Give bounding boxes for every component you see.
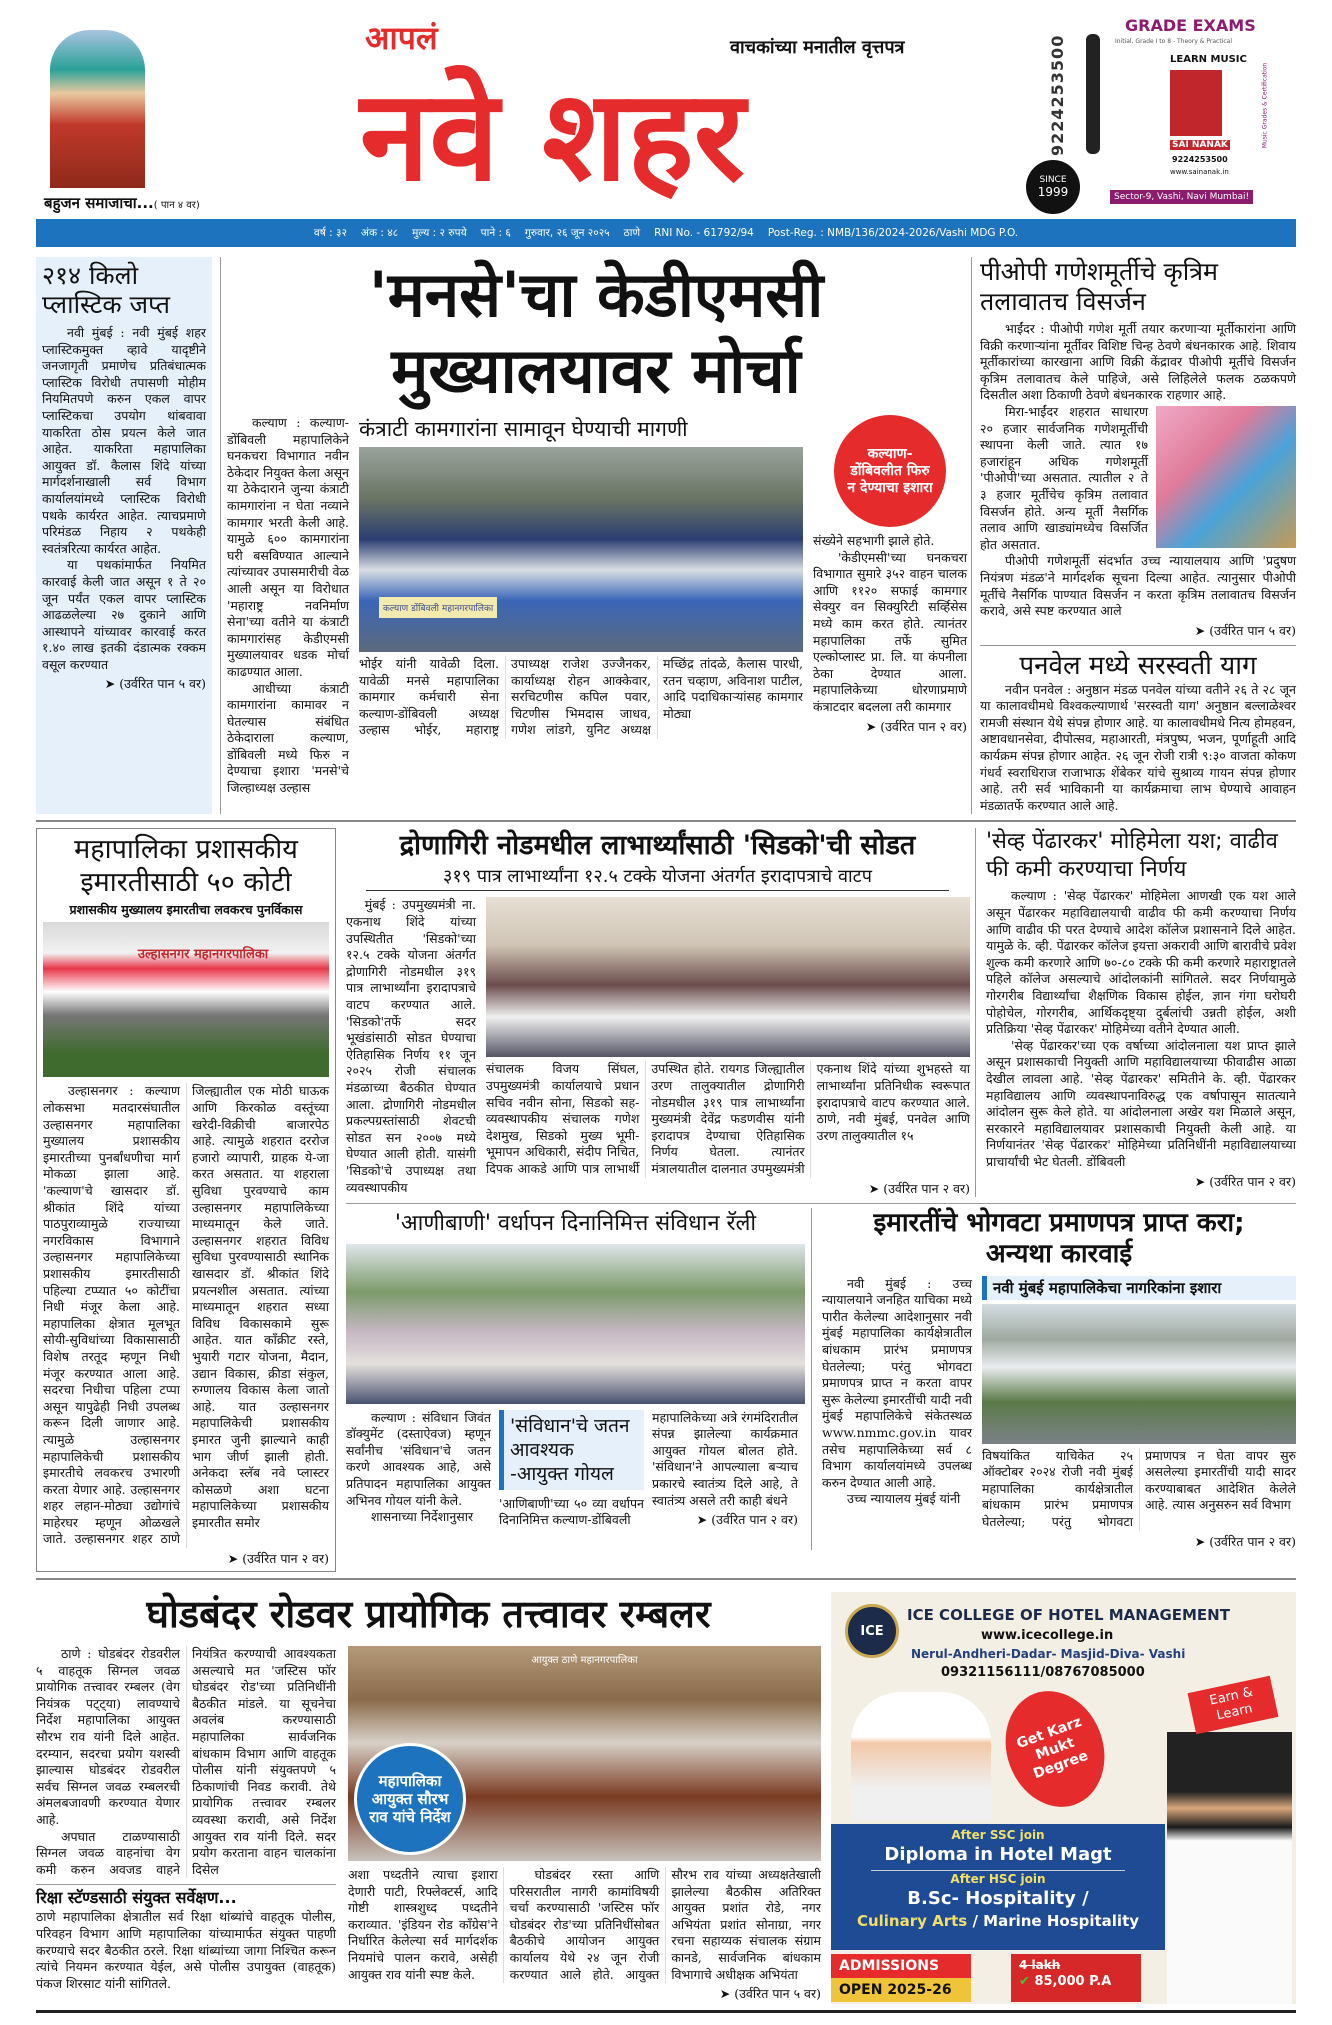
masthead-prefix: आपलं [365, 19, 438, 57]
article-body-right: महापालिकेच्या अत्रे रंगमंदिरातील संपन्न झालेल्या कार्यक्रमात आयुक्त गोयल बोलत होते. 'संविधान'ने आपल्याला बऱ्याच प्रकारचे स्वातंत्र्य दिले आहे, ते स्वातंत्र्य असले तरी काही बंधने ➤ (उर्वरित पान २ वर) [652, 1409, 798, 1528]
continued-link[interactable] [652, 1511, 798, 1528]
continued-link[interactable] [813, 718, 967, 735]
article-pendharkar[interactable] [986, 828, 1296, 1196]
headline: महापालिका प्रशासकीय इमारतीसाठी ५० कोटी [74, 834, 298, 899]
diploma-label: Diploma in Hotel Magt [884, 1844, 1112, 1866]
hsc-label: After HSC join [871, 1870, 1125, 1887]
chef-woman-image [851, 1692, 991, 1820]
ad-phone-vertical: 9224253500 [1048, 34, 1067, 156]
article-body-left: नवी मुंबई : उच्च न्यायालयाने जनहित याचिका मध्ये पारीत केलेल्या आदेशानुसार नवी मुंबई महापालिका कार्यक्षेत्रातील बांधकाम प्रारंभ प्रमाणपत्र घेतलेल्या; परंतु भोगवटा प्रमाणपत्र प्राप्त न करता वापर सुरू केलेल्या इमारतींची यादी नवी मुंबई महापालिकेचे संकेतस्थळ www.nmmc.gov.in यावर तसेच महापालिकेच्या सर्व ८ विभाग कार्यालयांमध्ये उपलब्ध करुन देण्यात आली आहे. उच्च न्यायालय मुंबई यांनी [822, 1275, 972, 1507]
ad-name: ICE COLLEGE OF HOTEL MANAGEMENT [907, 1606, 1230, 1625]
price-value: 85,000 P.A [1034, 1974, 1112, 1990]
article-mahapalika[interactable] [36, 828, 336, 1572]
new-price [1019, 1973, 1133, 1991]
arrow-icon: ➤ [1194, 1173, 1206, 1189]
article-ghodbandar[interactable] [36, 1586, 821, 2004]
headline: 'आणीबाणी' वर्धापन दिनानिमित्त संविधान रॅली [394, 1210, 757, 1236]
continued-text: (उर्वरित पान २ वर) [242, 1551, 329, 1567]
course-panel [831, 1824, 1165, 1950]
info-issue: अंक : ४८ [360, 227, 399, 239]
lead-body-right: संख्येने सहभागी झाले होते. 'केडीएमसी'च्या घनकचरा विभागात सुमारे ३५२ वाहन चालक आणि ११२० सफाई कामगार सेक्युर वन सिक्युरिटी सर्व्हिसेस मध्ये काम करत होते. त्यानंतर महापालिका तर्फे सुमित एल्कोप्लास्ट प्रा. लि. या कंपनीला ठेका देण्यात आला. महापालिकेच्या धोरणाप्रमाणे कंत्राटदार बदलला तरी कामगार [813, 533, 967, 714]
continued-text: (उर्वरित पान ५ वर) [1209, 622, 1296, 638]
ad-web: www.sainanak.in [1170, 168, 1229, 176]
subheadline: ३१९ पात्र लाभार्थ्यांना १२.५ टक्के योजना अंतर्गत इरादापत्राचे वाटप [366, 864, 949, 891]
info-volume: वर्ष : ३२ [313, 227, 347, 239]
karz-mukt-bubble: Get Karz Mukt Degree [990, 1677, 1121, 1821]
article-body: कल्याण : 'सेव्ह पेंढारकर' मोहिमेला आणखी एक यश आले असून पेंढारकर महाविद्यालयाची वाढीव फी कमी करण्याचा निर्णय आणि वाढीव फी परत देण्याचे आदेश कॉलेज प्रशासनाने दिले आहेत. यामुळे के. व्ही. पेंढारकर कॉलेज इयत्ता अकरावी आणि बारावीचे प्रवेश शुल्क कमी करणारे आणि ७०-८० टक्के फी कमी करणारे महाराष्ट्रातले पहिले कॉलेज असल्याचे आंदोलकांनी सांगितले. सदर निर्णयामुळे गोरगरीब विद्यार्थ्यांचा शैक्षणिक विकास होईल, ज्ञान गंगा घरोघरी पोहोचेल, गोरगरीब, आर्थिकदृष्ट्या दुर्बलांची उन्नती होईल, अशी प्रतिक्रिया 'सेव्ह पेंढारकर' मोहिमेच्या वतीने देण्यात आली. 'सेव्ह पेंढारकर'च्या एक वर्षाच्या आंदोलनाला यश प्राप्त झाले असून प्रशासकाची नियुक्ती आणि महाविद्यालयाच्या फीवाढीस आळा देखील लावला आहे. 'सेव्ह पेंढारकर' समितीने के. व्ही. पेंढारकर महाविद्यालय आणि व्यवस्थापनाविरुद्ध एक वर्षापासून सातत्याने आंदोलन सुरू केले होते. या आंदोलनाला अखेर यश मिळाले असून, सरकारने महाविद्यालयावर प्रशासकाची नियुक्ती केली आहे. या निर्णयानंतर 'सेव्ह पेंढारकर' मोहिमेच्या प्रतिनिधींनी महाविद्यालयाच्या प्राचार्यांची भेट घेतली. डोंबिवली [986, 888, 1296, 1169]
ssc-label: After SSC join [951, 1828, 1045, 1843]
bsc-label: B.Sc- Hospitality / [907, 1888, 1089, 1910]
rickshaw-box[interactable] [36, 1884, 336, 1992]
ad-address: Sector-9, Vashi, Navi Mumbai! [1110, 190, 1253, 204]
ad-title: GRADE EXAMS [1125, 16, 1256, 35]
lead-subtitle: कंत्राटी कामगारांना सामावून घेण्याची मागणी [359, 417, 688, 441]
ghodbandar-body: ठाणे : घोडबंदर रोडवरील ५ वाहतूक सिग्नल जवळ प्रायोगिक तत्त्वावर रम्बलर (वेग नियंत्रक पट्ट्या) लावण्याचे निर्देश महापालिका आयुक्त सौरभ राव यांनी दिले आहेत. दरम्यान, सदरचा प्रयोग यशस्वी झाल्यास घोडबंदर रोडवरील सर्वच सिग्नल जवळ रम्बलरची अंमलबजावणी करण्यात येणार आहे. अपघात टाळण्यासाठी सिग्नल जवळ वाहनांचा वेग कमी करुन अवजड वाहने नियंत्रित करण्याची आवश्यकता असल्याचे मत 'जस्टिस फॉर घोडबंदर रोड'च्या प्रतिनिधींनी बैठकीत मांडले. या सूचनेचा अवलंब करण्यासाठी महापालिका सार्वजनिक बांधकाम विभाग आणि वाहतूक पोलीस यांनी संयुक्तपणे ५ ठिकाणांची निवड करावी. तेथे प्रायोगिक तत्त्वावर रम्बलर व्यवस्था करावी, असे निर्देश आयुक्त राव यांनी दिले. सदर प्रयोग करताना वाहन चालकांना दिसेल [36, 1646, 336, 1877]
article-body: नवी मुंबई : नवी मुंबई शहर प्लास्टिकमुक्त व्हावे यादृष्टीने जनजागृती प्रमाणेच प्रतिबंधात्मक प्लास्टिक विरोधी तपासणी मोहीम नियमितपणे करुन एकल वापर प्लास्टिकचा उपयोग थांबवावा याकरिता ठोस प्रयत्न केले जात आहेत. याकरिता महापालिका आयुक्त डॉ. कैलास शिंदे यांच्या मार्गदर्शनाखाली सर्व विभाग कार्यालयांमध्ये प्लास्टिक विरोधी पथके कार्यरत आहेत. त्याचप्रमाणे परिमंडळ निहाय २ पथकेही स्वतंत्ररित्या कार्यरत आहेत. या पथकांमार्फत नियमित कारवाई केली जात असून १ ते २० जून पर्यंत एकल वापर प्लास्टिक आढळलेल्या २७ दुकाने आणि आस्थापने यांच्यावर कारवाई करत १.४० लाख इतकी दंडात्मक रक्कम वसूल करण्यात [42, 325, 206, 672]
info-date: गुरुवार, २६ जून २०२५ [524, 227, 610, 239]
check-icon: ✔ [1019, 1974, 1030, 1990]
side-headline: रिक्षा स्टॅण्डसाठी संयुक्त सर्वेक्षण... [36, 1888, 237, 1908]
article-panvel[interactable] [980, 645, 1296, 815]
portrait-image [50, 30, 145, 188]
continued-text: (उर्वरित पान २ वर) [883, 1180, 970, 1196]
headline-line-2: मुख्यालयावर मोर्चा [391, 334, 801, 407]
info-bar [36, 219, 1296, 247]
continued-link[interactable] [348, 1985, 821, 2002]
continued-text: (उर्वरित पान २ वर) [711, 1512, 798, 1528]
arrow-icon: ➤ [696, 1512, 708, 1528]
article-body: नवीन पनवेल : अनुष्ठान मंडळ पनवेल यांच्या वतीने २६ ते २८ जून या कालावधीमधे विश्वकल्याणार्थ 'सरस्वती याग' अनुष्ठान बल्लाळेश्वर रामजी संस्थान येथे संपन्न होणार आहे. या कालावधीमधे नित्य होमहवन, अष्टावधानसेवा, दीपोत्सव, महाआरती, मंत्रपुष्प, भजन, पूर्णाहूती आदि कार्यक्रम संपन्न होणार आहेत. २६ जून रोजी रात्री ९:३० वाजता कोकण गंधर्व स्वराधिराज राजाभाऊ शेंबेकर यांचे सुश्राव्य गायन संपन्न होणार आहे. तरी सर्व भाविकानी या कार्यक्रमाचा लाभ घेण्याचे आवाहन मंडळातर्फे करण्यात आले आहे. [980, 681, 1296, 813]
headline: पनवेल मध्ये सरस्वती याग [1019, 650, 1257, 681]
section-divider [36, 1578, 1296, 1580]
since-badge [1026, 160, 1080, 214]
since-year: 1999 [1037, 185, 1069, 199]
ad-guitar-image [1170, 70, 1222, 136]
arrow-icon: ➤ [1194, 1533, 1206, 1549]
cidco-photo [486, 897, 970, 1057]
info-postreg: Post-Reg. : NMB/136/2024-2026/Vashi MDG P.O. [767, 227, 1019, 239]
music-note-icon [1086, 34, 1100, 154]
building-photo [43, 922, 329, 1077]
article-body-mid: 'आणिबाणी'च्या ५० व्या वर्धापन दिनानिमित्त कल्याण-डोंबिवली [499, 1495, 644, 1528]
culinary-label: Culinary Arts [856, 1912, 968, 1931]
masthead-title: नवे शहर [360, 64, 745, 209]
article-body-bottom: विषयांकित याचिकेत २५ ऑक्टोबर २०२४ रोजी नवी मुंबई महापालिका कार्यक्षेत्रातील बांधकाम प्रारंभ प्रमाणपत्र घेतलेल्या; परंतु भोगवटा प्रमाणपत्र न घेता वापर सुरु असलेल्या इमारतींची यादी सादर करण्याबाबत आदेशित केलेले आहे. त्यास अनुसरुन सर्व विभाग [982, 1447, 1296, 1529]
article-body-left: कल्याण : संविधान जिवंत डॉक्युमेंट (दस्ताऐवज) म्हणून सर्वांनीच 'संविधान'चे जतन करणे आवश्यक आहे, असे प्रतिपादन महापालिका आयुक्त अभिनव गोयल यांनी केले. शासनाच्या निर्देशानुसार [346, 1409, 491, 1525]
headline: द्रोणागिरी नोडमधील लाभार्थ्यांसाठी 'सिडको'ची सोडत [399, 830, 916, 862]
info-price: मुल्य : २ रुपये [412, 227, 467, 239]
photo-banner: कल्याण डोंबिवली महानगरपालिका [379, 597, 497, 618]
continued-text: (उर्वरित पान २ वर) [880, 718, 967, 734]
ice-logo: ICE [845, 1604, 899, 1658]
ad-learn: LEARN MUSIC [1170, 54, 1247, 65]
ad-vertical-text: Music Grades & Certification [1261, 62, 1269, 149]
ad-branches: Nerul-Andheri-Dadar- Masjid-Diva- Vashi [911, 1647, 1186, 1662]
continued-text: (उर्वरित पान ५ वर) [734, 1986, 821, 2002]
side-body: ठाणे महापालिका क्षेत्रातील सर्व रिक्षा थांब्यांचे वाहतूक पोलीस, परिवहन विभाग आणि महापालिका यांच्यामार्फत संयुक्त पाहणी करण्याचे सदर बैठकीत ठरले. रिक्षा थांब्यांच्या जागा निश्चित करून त्यांचे नियमन करण्यात येईल, असे पोलीस उपायुक्त (वाहतूक) पंकज शिरसाट यांनी सांगितले. [36, 1909, 336, 1991]
lead-photo [359, 447, 803, 652]
chef-man-image [1167, 1732, 1292, 2004]
marine-label: / Marine Hospitality [972, 1912, 1140, 1931]
article-samvidhan[interactable] [346, 1208, 812, 1550]
continued-link[interactable] [980, 622, 1296, 639]
old-price: 4 lakh [1019, 1958, 1061, 1973]
ad-phones: 09321156111/08767085000 [941, 1665, 1145, 1681]
headline: २१४ किलो प्लास्टिक जप्त [42, 261, 171, 319]
article-lead[interactable] [220, 257, 972, 814]
music-ad[interactable] [1020, 14, 1280, 214]
meeting-photo [348, 1646, 821, 1861]
arrow-icon: ➤ [868, 1180, 880, 1196]
info-rni: RNI No. - 61792/94 [654, 227, 754, 239]
continued-text: (उर्वरित पान ५ वर) [119, 676, 206, 692]
article-body-bottom: संचालक विजय सिंघल, उपमुख्यमंत्री कार्यालयाचे प्रधान सचिव नवीन सोना, सिडको सह-व्यवस्थापकीय संचालक गणेश देशमुख, सिडको मुख्य भूमी-भूमापन अधिकारी, संदीप निचित, दिपक आकडे आणि पात्र लाभार्थी उपस्थित होते. रायगड जिल्ह्यातील उरण तालुक्यातील द्रोणागिरी नोडमधील ३१९ पात्र लाभार्थ्यांना मुख्यमंत्री देवेंद्र फडणवीस यांनी इरादापत्र देण्याचा ऐतिहासिक निर्णय घेतला. त्यानंतर मंत्रालयातील दालनात उपमुख्यमंत्री एकनाथ शिंदे यांच्या शुभहस्ते या लाभार्थ्यांना प्रतिनिधीक स्वरूपात इरादापत्राचे वाटप करण्यात आले. ठाणे, नवी मुंबई, पनवेल आणि उरण तालुक्यातील १५ [486, 1061, 970, 1176]
headline: इमारतींचे भोगवटा प्रमाणपत्र प्राप्त करा; अन्यथा कारवाई [873, 1207, 1245, 1269]
article-body: उल्हासनगर : कल्याण लोकसभा मतदारसंघातील उल्हासनगर महापालिका मुख्यालय प्रशासकीय इमारतीच्या पुनर्बांधणीचा मार्ग मोकळा झाला आहे. 'कल्याण'चे खासदार डॉ. श्रीकांत शिंदे यांच्या पाठपुराव्यामुळे राज्याच्या नगरविकास विभागाने उल्हासनगर महापालिकेच्या प्रशासकीय इमारतीसाठी पहिल्या टप्प्यात ५० कोटींचा निधी मंजूर केला आहे. महापालिका क्षेत्रात मूलभूत सोयी-सुविधांच्या विकासासाठी विशेष तरतूद म्हणून निधी मंजूर करण्यात आला आहे. सदरचा निधीचा पहिला टप्पा असून यापुढेही निधी उपलब्ध करून दिली जाणार आहे. त्यामुळे उल्हासनगर महापालिकेची प्रशासकीय इमारतीचे लवकरच उभारणी करता येणार आहे. उल्हासनगर शहर लहान-मोठ्या उद्योगांचे माहेरघर म्हणून ओळखले जाते. उल्हासनगर शहर ठाणे जिल्ह्यातील एक मोठी घाऊक आणि किरकोळ वस्तूंच्या खरेदी-विक्रीची बाजारपेठ आहे. त्यामुळे शहरात दररोज हजारो व्यापारी, ग्राहक ये-जा करत असतात. या शहराला सुविधा पुरवण्याचे काम उल्हासनगर महापालिकेच्या माध्यमातून केले जाते. उल्हासनगर शहरात विविध सुविधा पुरवण्यासाठी स्थानिक खासदार डॉ. श्रीकांत शिंदे प्रयत्नशील असतात. त्यांच्या माध्यमातून शहरात सध्या विविध विकासकामे सुरू आहेत. यात काँक्रीट रस्ते, भुयारी गटार योजना, मैदान, उद्यान विकास, क्रीडा संकुल, रुग्णालय विकास केला जातो आहे. यात उल्हासनगर महापालिकेची प्रशासकीय इमारत जुनी झाल्याने काही भाग जीर्ण झाली होती. अनेकदा स्लॅब नवे प्लास्टर कोसळणे अशा घटना महापालिकेच्या प्रशासकीय इमारतीत समोर [43, 1083, 329, 1547]
caption-ref: ( पान ४ वर) [153, 200, 200, 211]
info-city: ठाणे [623, 227, 641, 239]
page-bottom-rule [36, 2010, 1296, 2013]
open-label: OPEN 2025-26 [831, 1978, 971, 2002]
lead-body-left: कल्याण : कल्याण-डोंबिवली महापालिकेने घनकचरा विभागात नवीन ठेकेदार नियुक्त केला असून या ठेकेदाराने जुन्या कंत्राटी कामगारांना न घेता नव्याने कामगार भरती केली आहे. यामुळे ६०० कामगारांना घरी बसविण्यात आल्याने त्यांच्यावर उपासमारीची वेळ आली असून या विरोधात 'महाराष्ट्र नवनिर्माण सेना'च्या वतीने या कंत्राटी कामगारांसह केडीएमसी मुख्यालयावर धडक मोर्चा काढण्यात आला. आधीच्या कंत्राटी कामगारांना कामावर न घेतल्यास संबंधित ठेकेदाराला कल्याण, डोंबिवली मध्ये फिरु न देण्याचा इशारा 'मनसे'चे जिल्हाध्यक्ष उल्हास [227, 415, 349, 796]
arrow-icon: ➤ [1194, 622, 1206, 638]
ganesh-photo [1156, 406, 1296, 548]
caption-text: बहुजन समाजाचा... [44, 194, 154, 212]
info-pages: पाने : ६ [480, 227, 511, 239]
arrow-icon: ➤ [227, 1551, 239, 1567]
ghodbandar-headline: घोडबंदर रोडवर प्रायोगिक तत्त्वावर रम्बलर [146, 1592, 711, 1637]
since-label: SINCE [1039, 175, 1067, 185]
left-caption[interactable] [44, 193, 200, 213]
continued-link[interactable] [42, 675, 206, 692]
arrow-icon: ➤ [719, 1986, 731, 2002]
nmmc-photo [982, 1304, 1296, 1444]
article-plastic[interactable] [36, 257, 212, 814]
ad-web: www.icecollege.in [981, 1628, 1114, 1644]
earn-learn-tag: Earn & Learn [1188, 1676, 1279, 1735]
ghodbandar-badge: महापालिका आयुक्त सौरभ राव यांचे निर्देश [354, 1743, 466, 1855]
ad-subtitle: Initial, Grade I to 8 - Theory & Practical [1115, 38, 1232, 45]
ice-college-ad[interactable] [831, 1592, 1296, 2004]
masthead-tagline: वाचकांच्या मनातील वृत्तपत्र [730, 37, 905, 58]
rally-photo [346, 1244, 805, 1404]
lead-headline [227, 257, 965, 409]
continued-link[interactable] [986, 1173, 1296, 1190]
ghodbandar-body-bottom: अशा पध्दतीने त्याचा इशारा देणारी पाटी, रिफ्लेक्टर्स, आदि गोष्टी शास्त्रशुध्द पध्दतीने कराव्यात. 'इंडियन रोड काँग्रेस'ने निर्धारित केलेल्या सर्व मार्गदर्शक नियमांचे पालन करावे, असेही आयुक्त राव यांनी स्पष्ट केले. घोडबंदर रस्ता आणि परिसरातील नागरी कामांविषयी चर्चा करण्यासाठी 'जस्टिस फॉर घोडबंदर रोड'च्या प्रतिनिधींसोबत बैठकीचे आयोजन आयुक्त कार्यालय येथे २४ जून रोजी करण्यात आले होते. आयुक्त सौरभ राव यांच्या अध्यक्षतेखाली झालेल्या बैठकीस अतिरिक्त आयुक्त प्रशांत रोडे, नगर अभियंता प्रशांत सोनाग्रा, नगर रचना सहाय्यक संचालक संग्राम कानडे, सार्वजनिक बांधकाम विभागाचे अधीक्षक अभियंता [348, 1867, 821, 1982]
kicker: नवी मुंबई महापालिकेचा नागरिकांना इशारा [982, 1276, 1296, 1300]
lead-badge: कल्याण-डोंबिवलीत फिरु न देण्याचा इशारा [834, 415, 946, 527]
masthead [0, 0, 1332, 218]
article-body-left: मुंबई : उपमुख्यमंत्री ना. एकनाथ शिंदे यांच्या उपस्थितीत 'सिडको'च्या १२.५ टक्के योजना अंतर्गत द्रोणागिरी नोडमधील ३१९ पात्र लाभार्थ्यांना इरादापत्राचे वाटप करण्यात आले. 'सिडको'तर्फे सदर भूखंडांसाठी सोडत घेण्याचा ऐतिहासिक निर्णय ११ जून २०२५ रोजी संचालक मंडळाच्या बैठकीत घेण्यात आला. द्रोणागिरी नोडमधील प्रकल्पग्रस्तांसाठी शेवटची सोडत सन २००७ मध्ये घेण्यात आली होती. यासंगी 'सिडको'चे उपाध्यक्ष तथा व्यवस्थापकीय [346, 897, 476, 1195]
continued-link[interactable] [982, 1533, 1296, 1550]
headline: पीओपी गणेशमूर्तीचे कृत्रिम तलावातच विसर्जन [980, 257, 1218, 316]
article-cidco[interactable] [346, 828, 976, 1196]
continued-text: (उर्वरित पान २ वर) [1209, 1173, 1296, 1189]
article-imarat[interactable] [822, 1208, 1296, 1550]
admissions-label: ADMISSIONS [831, 1954, 971, 1978]
article-pop[interactable] [980, 257, 1296, 639]
pull-quote: 'संविधान'चे जतन आवश्यक -आयुक्त गोयल [499, 1410, 644, 1490]
article-body: भाईंदर : पीओपी गणेश मूर्ती तयार करणाऱ्या मूर्तीकारांना आणि विक्री करणाऱ्यांना मूर्तीवर विशिष्ट चिन्ह ठेवणे बंधनकारक आहे. शिवाय मूर्तीकारांच्या कारखाना आणि विक्री केंद्रावर पीओपी मूर्तीचे विसर्जन कृत्रिम तलावातच केले पाहिजे, असे लिहिलेले फलक ठळकपणे दिसतील अशा ठिकाणी ठेवणे बंधनकारक राहणार आहे. मिरा-भाईंदर शहरात साधारण २० हजार सार्वजनिक गणेशमूर्तीची स्थापना केली जाते. त्यात १७ हजारांहून अधिक गणेशमूर्ती 'पीओपी'च्या असतात. त्यातील २ ते ३ हजार मूर्तीचेच कृत्रिम तलावात विसर्जन होते. अन्य मूर्ती नैसर्गिक तलाव आणि खाड्यांमध्येच विसर्जित होत असतात. पीओपी गणेशमूर्ती संदर्भात उच्च न्यायालयाय आणि 'प्रदुषण नियंत्रण मंडळ'ने मार्गदर्शक सूचना दिल्या आहेत. त्यानुसार पीओपी मूर्तीचे नैसर्गिक पाण्यात विसर्जन न करता कृत्रिम तलावातच विसर्जन करावे, असे स्पष्ट करण्यात आले [980, 321, 1296, 619]
photo-sign: उल्हासनगर महानगरपालिका [137, 947, 269, 963]
ad-brand: SAI NANAK [1172, 140, 1228, 150]
photo-sign: आयुक्त ठाणे महानगरपालिका [531, 1655, 638, 1667]
continued-link[interactable] [43, 1550, 329, 1567]
headline: 'सेव्ह पेंढारकर' मोहिमेला यश; वाढीव फी कमी करण्याचा निर्णय [986, 829, 1278, 883]
ad-phone-small: 9224253500 [1172, 155, 1228, 164]
arrow-icon: ➤ [865, 718, 877, 734]
arrow-icon: ➤ [104, 676, 116, 692]
headline-line-1: 'मनसे'चा केडीएमसी [368, 258, 824, 331]
continued-text: (उर्वरित पान २ वर) [1209, 1533, 1296, 1549]
continued-link[interactable] [486, 1180, 970, 1197]
lead-caption: भोईर यांनी यावेळी दिला. यावेळी मनसे महापालिका कामगार कर्मचारी सेना कल्याण-डोंबिवली अध्यक्ष उल्हास भोईर, महाराष्ट्र उपाध्यक्ष राजेश उज्जैनकर, कार्याध्यक्ष रोहन आक्केवार, सरचिटणीस कपिल पवार, चिटणीस भिमदास जाधव, गणेश लांडगे, युनिट अध्यक्ष मच्छिंद्र तांदळे, कैलास पारधी, रतन चव्हाण, अविनाश पाटील, आदि पदाधिकाऱ्यांसह कामगार मोठ्या [359, 656, 803, 738]
section-divider [36, 820, 1296, 822]
price-tag [1011, 1954, 1141, 2002]
subheadline: प्रशासकीय मुख्यालय इमारतीचा लवकरच पुनर्विकास [69, 902, 303, 918]
